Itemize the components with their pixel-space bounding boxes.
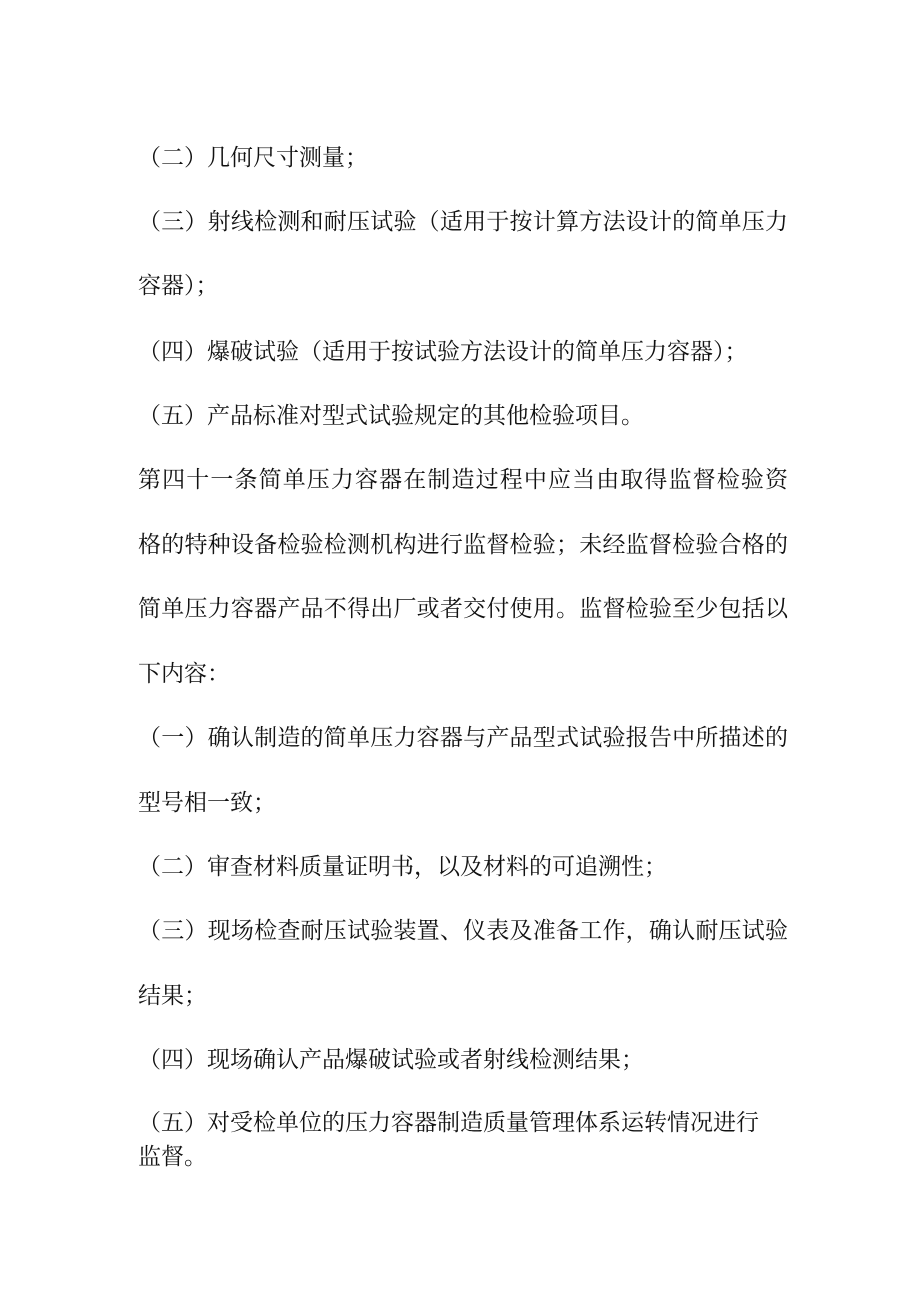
sub-item-pressure-test-inspection-cont: 结果； [138,983,207,1009]
sub-item-material-certificate: （二）审查材料质量证明书，以及材料的可追溯性； [138,854,667,880]
item-radiography-pressure-test-cont: 容器）； [138,273,219,299]
sub-item-burst-radiography-results: （四）现场确认产品爆破试验或者射线检测结果； [138,1047,644,1073]
sub-item-quality-system-supervision-cont: 监督。 [138,1144,207,1170]
item-geometry-measurement: （二）几何尺寸测量； [138,145,368,171]
sub-item-pressure-test-inspection: （三）现场检查耐压试验装置、仪表及准备工作，确认耐压试验 [138,918,788,944]
item-radiography-pressure-test: （三）射线检测和耐压试验（适用于按计算方法设计的简单压力 [138,209,788,235]
sub-item-quality-system-supervision: （五）对受检单位的压力容器制造质量管理体系运转情况进行 [138,1110,759,1136]
item-burst-test: （四）爆破试验（适用于按试验方法设计的简单压力容器）； [138,339,748,365]
article-41-line-4: 下内容： [138,661,230,687]
sub-item-confirm-model: （一）确认制造的简单压力容器与产品型式试验报告中所描述的 [138,725,788,751]
item-other-inspections: （五）产品标准对型式试验规定的其他检验项目。 [138,403,644,429]
sub-item-confirm-model-cont: 型号相一致； [138,790,276,816]
article-41-line-1: 第四十一条简单压力容器在制造过程中应当由取得监督检验资 [138,467,788,493]
article-41-line-2: 格的特种设备检验检测机构进行监督检验；未经监督检验合格的 [138,532,788,558]
article-41-line-3: 简单压力容器产品不得出厂或者交付使用。监督检验至少包括以 [138,596,788,622]
